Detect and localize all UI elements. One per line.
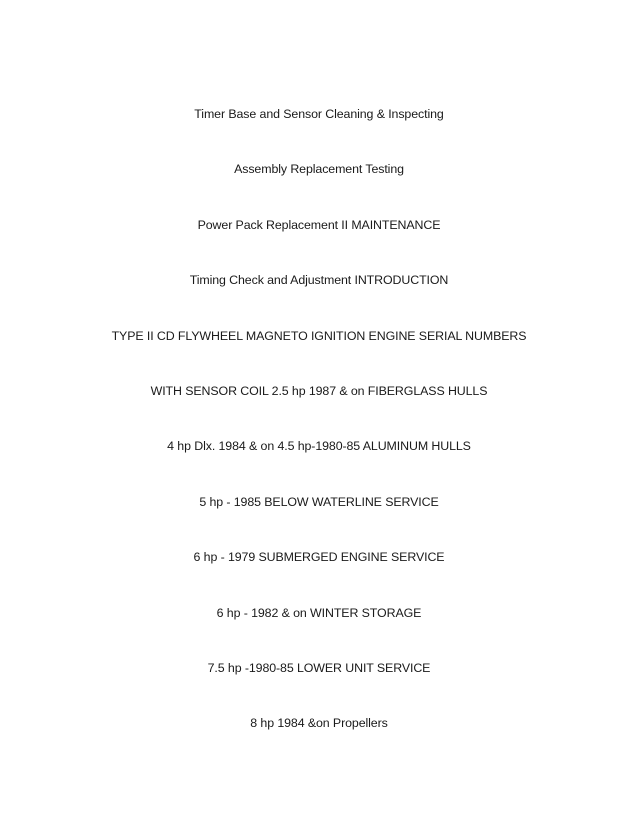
text-line: 6 hp - 1982 & on WINTER STORAGE	[216, 605, 422, 620]
text-line: WITH SENSOR COIL 2.5 hp 1987 & on FIBERGLASS HULLS	[150, 383, 488, 398]
text-line: 4 hp Dlx. 1984 & on 4.5 hp-1980-85 ALUMINUM HULLS	[167, 439, 471, 454]
text-line: 8 hp 1984 &on Propellers	[250, 716, 388, 731]
text-line: 7.5 hp -1980-85 LOWER UNIT SERVICE	[207, 660, 431, 675]
text-line: Timer Base and Sensor Cleaning & Inspecting	[194, 107, 444, 121]
text-line: Timing Check and Adjustment INTRODUCTION	[189, 273, 449, 288]
text-line: Power Pack Replacement II MAINTENANCE	[197, 217, 441, 232]
text-line: 5 hp - 1985 BELOW WATERLINE SERVICE	[199, 494, 439, 509]
text-line: 6 hp - 1979 SUBMERGED ENGINE SERVICE	[193, 550, 445, 565]
text-line: TYPE II CD FLYWHEEL MAGNETO IGNITION ENGINE SERIAL NUMBERS	[111, 328, 527, 343]
text-line: Assembly Replacement Testing	[234, 162, 404, 177]
text-lines	[0, 104, 638, 769]
